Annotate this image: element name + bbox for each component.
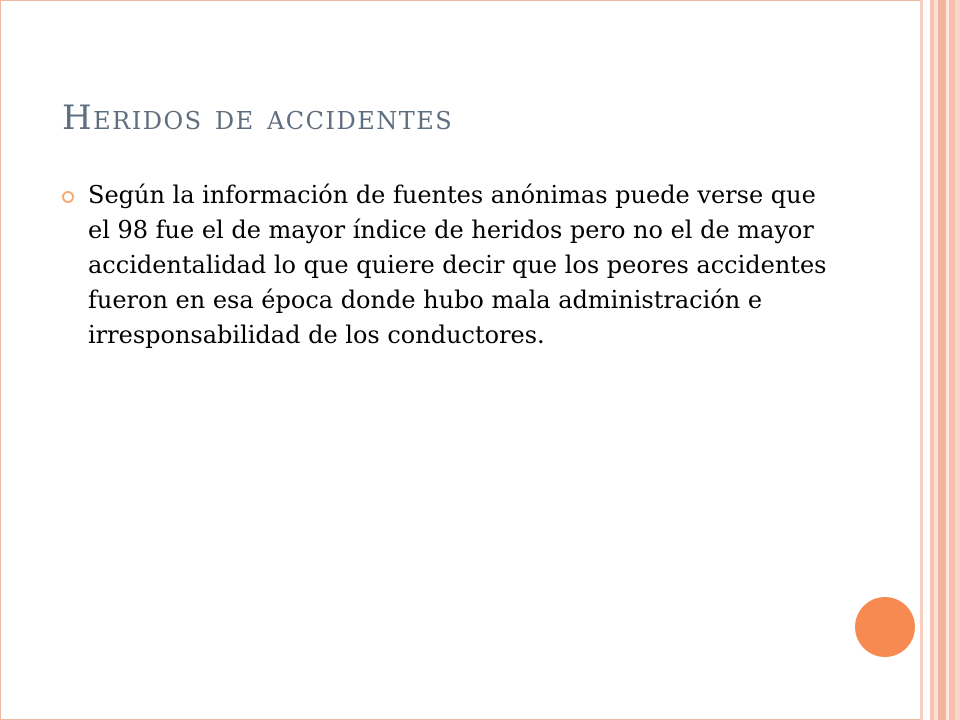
hollow-circle-bullet-icon xyxy=(62,191,74,203)
bullet-list xyxy=(62,178,842,353)
slide-title: Heridos de accidentes xyxy=(62,98,454,138)
right-stripe-decoration xyxy=(923,0,930,720)
bullet-text: Según la información de fuentes anónimas puede verse que el 98 fue el de mayor índice de heridos pero no el de mayor accidentalidad lo que quiere decir que los peores accidentes fueron en esa época donde hubo mala administración e irresponsabilidad de los conductores. xyxy=(88,181,827,349)
bullet-item xyxy=(62,178,842,353)
orange-circle-icon xyxy=(855,597,915,657)
right-stripe-decoration xyxy=(938,0,946,720)
right-stripe-decoration xyxy=(955,0,960,720)
